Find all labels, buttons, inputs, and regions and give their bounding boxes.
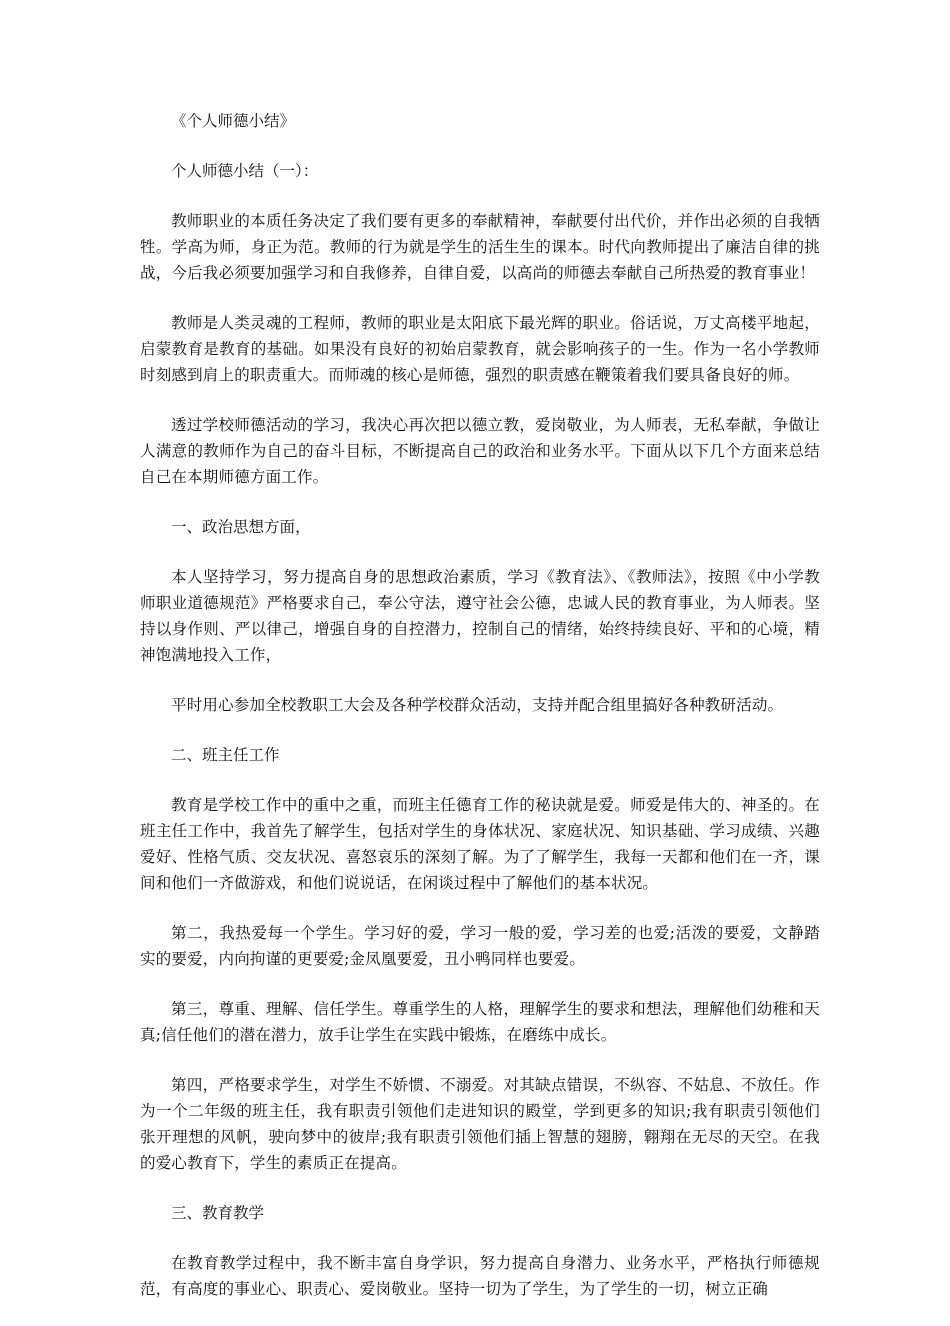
- section-heading-teaching: 三、教育教学: [171, 1204, 265, 1222]
- body-paragraph: 本人坚持学习，努力提高自身的思想政治素质，学习《教育法》、《教师法》，按照《中小学教师职业道德规范》严格要求自己，奉公守法，遵守社会公德，忠诚人民的教育事业，为人师表。坚持以身作则、严以律己，增强自身的自控潜力，控制自己的情绪，始终持续良好、平和的心境，精神饱满地投入工作，: [140, 568, 820, 664]
- body-paragraph: 教师是人类灵魂的工程师，教师的职业是太阳底下最光辉的职业。俗话说，万丈高楼平地起，启蒙教育是教育的基础。如果没有良好的初始启蒙教育，就会影响孩子的一生。作为一名小学教师时刻感到肩上的职责重大。而师魂的核心是师德，强烈的职责感在鞭策着我们要具备良好的师。: [140, 314, 820, 384]
- body-paragraph: 教师职业的本质任务决定了我们要有更多的奉献精神，奉献要付出代价，并作出必须的自我牺牲。学高为师，身正为范。教师的行为就是学生的活生生的课本。时代向教师提出了廉洁自律的挑战，今后我必须要加强学习和自我修养，自律自爱，以高尚的师德去奉献自己所热爱的教育事业！: [140, 212, 820, 282]
- body-paragraph: 第二，我热爱每一个学生。学习好的爱，学习一般的爱，学习差的也爱;活泼的要爱，文静踏实的要爱，内向拘谨的更要爱;金凤凰要爱，丑小鸭同样也要爱。: [140, 924, 820, 968]
- section-heading-politics: 一、政治思想方面，: [171, 518, 311, 536]
- body-paragraph: 透过学校师德活动的学习，我决心再次把以德立教，爱岗敬业，为人师表，无私奉献，争做让人满意的教师作为自己的奋斗目标，不断提高自己的政治和业务水平。下面从以下几个方面来总结自己在本期师德方面工作。: [140, 416, 820, 486]
- section-heading-class-teacher: 二、班主任工作: [171, 746, 280, 764]
- body-paragraph: 第四，严格要求学生，对学生不娇惯、不溺爱。对其缺点错误，不纵容、不姑息、不放任。作为一个二年级的班主任，我有职责引领他们走进知识的殿堂，学到更多的知识;我有职责引领他们张开理想的风帆，驶向梦中的彼岸;我有职责引领他们插上智慧的翅膀，翱翔在无尽的天空。在我的爱心教育下，学生的素质正在提高。: [140, 1076, 820, 1172]
- body-paragraph: 平时用心参加全校教职工大会及各种学校群众活动，支持并配合组里搞好各种教研活动。: [171, 696, 784, 714]
- body-paragraph: 在教育教学过程中，我不断丰富自身学识，努力提高自身潜力、业务水平，严格执行师德规范，有高度的事业心、职责心、爱岗敬业。坚持一切为了学生，为了学生的一切，树立正确: [140, 1254, 820, 1298]
- document-page: [140, 108, 820, 1326]
- document-title: 《个人师德小结》: [171, 112, 296, 130]
- body-paragraph: 教育是学校工作中的重中之重，而班主任德育工作的秘诀就是爱。师爱是伟大的、神圣的。在班主任工作中，我首先了解学生，包括对学生的身体状况、家庭状况、知识基础、学习成绩、兴趣爱好、性格气质、交友状况、喜怒哀乐的深刻了解。为了了解学生，我每一天都和他们在一齐，课间和他们一齐做游戏，和他们说说话，在闲谈过程中了解他们的基本状况。: [140, 796, 820, 892]
- document-subtitle: 个人师德小结（一）：: [171, 162, 319, 180]
- body-paragraph: 第三，尊重、理解、信任学生。尊重学生的人格，理解学生的要求和想法，理解他们幼稚和天真;信任他们的潜在潜力，放手让学生在实践中锻炼，在磨练中成长。: [140, 1000, 820, 1044]
